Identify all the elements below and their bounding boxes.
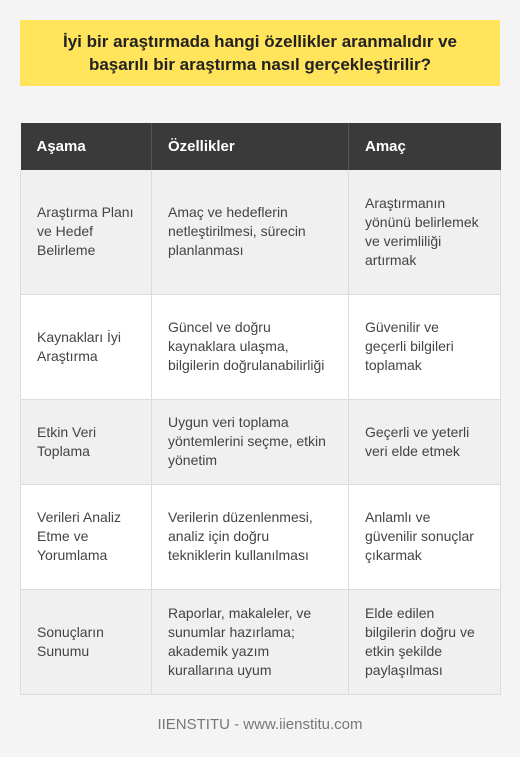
table-row xyxy=(21,399,501,484)
column-header-ozellikler: Özellikler xyxy=(152,123,349,170)
table-cell-features: Amaç ve hedeflerin netleştirilmesi, sürecin planlanması xyxy=(152,170,349,294)
table-cell-features: Uygun veri toplama yöntemlerini seçme, etkin yönetim xyxy=(152,399,349,484)
table-cell-purpose: Elde edilen bilgilerin doğru ve etkin şekilde paylaşılması xyxy=(349,589,501,694)
page-title: İyi bir araştırmada hangi özellikler aranmalıdır ve başarılı bir araştırma nasıl gerçekleştirilir? xyxy=(63,32,457,74)
table-row xyxy=(21,484,501,589)
title-banner xyxy=(20,20,500,86)
table-cell-features: Raporlar, makaleler, ve sunumlar hazırlama; akademik yazım kurallarına uyum xyxy=(152,589,349,694)
column-header-amac: Amaç xyxy=(349,123,501,170)
table-cell-purpose: Anlamlı ve güvenilir sonuçlar çıkarmak xyxy=(349,484,501,589)
table-cell-purpose: Araştırmanın yönünü belirlemek ve verimliliği artırmak xyxy=(349,170,501,294)
column-header-asama: Aşama xyxy=(21,123,152,170)
table-row xyxy=(21,170,501,294)
table-cell-stage: Sonuçların Sunumu xyxy=(21,589,152,694)
table-header-row xyxy=(21,123,501,170)
table-cell-features: Verilerin düzenlenmesi, analiz için doğru tekniklerin kullanılması xyxy=(152,484,349,589)
table-cell-stage: Araştırma Planı ve Hedef Belirleme xyxy=(21,170,152,294)
table-cell-purpose: Güvenilir ve geçerli bilgileri toplamak xyxy=(349,294,501,399)
research-table-container xyxy=(20,123,500,695)
table-cell-stage: Verileri Analiz Etme ve Yorumlama xyxy=(21,484,152,589)
table-cell-features: Güncel ve doğru kaynaklara ulaşma, bilgilerin doğrulanabilirliği xyxy=(152,294,349,399)
table-cell-stage: Kaynakları İyi Araştırma xyxy=(21,294,152,399)
table-cell-purpose: Geçerli ve yeterli veri elde etmek xyxy=(349,399,501,484)
research-table xyxy=(20,123,501,695)
table-row xyxy=(21,294,501,399)
table-cell-stage: Etkin Veri Toplama xyxy=(21,399,152,484)
table-row xyxy=(21,589,501,694)
footer-credit: IIENSTITU - www.iienstitu.com xyxy=(157,716,363,733)
